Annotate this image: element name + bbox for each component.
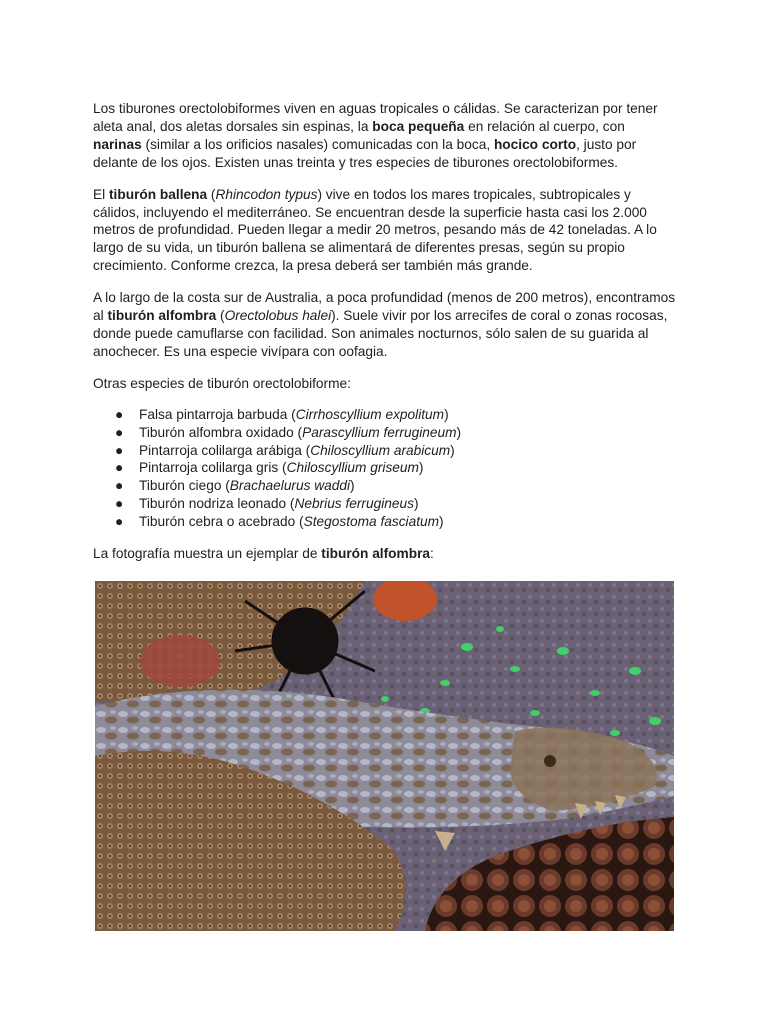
text-run: ( bbox=[207, 186, 216, 202]
species-common-name: Pintarroja colilarga arábiga ( bbox=[139, 442, 311, 458]
list-item bbox=[93, 442, 677, 460]
list-item bbox=[93, 424, 677, 442]
text-run: La fotografía muestra un ejemplar de bbox=[93, 546, 322, 562]
scientific-name: Orectolobus halei bbox=[224, 308, 332, 324]
bullet-icon: ● bbox=[115, 514, 124, 530]
text-run: ) bbox=[444, 406, 449, 422]
species-common-name: Falsa pintarroja barbuda ( bbox=[139, 406, 296, 422]
scientific-name: Rhincodon typus bbox=[215, 186, 318, 202]
bullet-icon: ● bbox=[115, 424, 124, 440]
paragraph-whale-shark bbox=[93, 186, 677, 276]
list-item bbox=[93, 459, 677, 477]
scientific-name: Chiloscyllium griseum bbox=[286, 460, 419, 476]
bullet-icon: ● bbox=[115, 442, 124, 458]
text-run: : bbox=[430, 546, 434, 562]
paragraph-other-species: Otras especies de tiburón orectolobiforme: bbox=[93, 375, 351, 391]
list-item bbox=[93, 513, 677, 531]
paragraph-photo-caption bbox=[93, 545, 677, 563]
scientific-name: Chiloscyllium arabicum bbox=[310, 442, 451, 458]
bold-term: narinas bbox=[93, 136, 142, 152]
text-run: ( bbox=[216, 308, 225, 324]
text-run: ) bbox=[413, 496, 419, 512]
list-item bbox=[93, 406, 677, 424]
bullet-icon: ● bbox=[115, 496, 124, 512]
text-run: A lo largo de la costa sur de Australia, a poca profundidad (menos de 200 metros), encontramos al bbox=[93, 290, 676, 324]
bold-term: tiburón ballena bbox=[108, 186, 208, 202]
species-common-name: Pintarroja colilarga gris ( bbox=[139, 460, 287, 476]
text-run: El bbox=[93, 186, 109, 202]
paragraph-intro bbox=[93, 100, 677, 172]
red-sponge bbox=[140, 635, 220, 687]
scientific-name: Parascyllium ferrugineum bbox=[302, 424, 457, 440]
bullet-icon: ● bbox=[115, 478, 124, 494]
paragraph-carpet-shark bbox=[93, 289, 677, 361]
species-common-name: Tiburón ciego ( bbox=[139, 478, 230, 494]
scientific-name: Cirrhoscyllium expolitum bbox=[295, 406, 445, 422]
text-run: ) bbox=[418, 460, 424, 476]
species-common-name: Tiburón alfombra oxidado ( bbox=[139, 424, 303, 440]
text-run: Los tiburones orectolobiformes viven en aguas tropicales o cálidas. Se caracterizan por tener aleta anal, dos aletas dorsales sin espinas, la bbox=[93, 101, 658, 134]
text-run: , justo por delante de los ojos. Existen unas treinta y tres especies de tiburones orectolobiformes. bbox=[93, 136, 637, 170]
scientific-name: Brachaelurus waddi bbox=[229, 478, 351, 494]
bold-term: hocico corto bbox=[493, 136, 577, 152]
carpet-shark-illustration bbox=[95, 581, 674, 931]
bullet-icon: ● bbox=[115, 406, 124, 422]
bullet-icon: ● bbox=[115, 460, 124, 476]
text-run: ) bbox=[439, 514, 444, 530]
document-page bbox=[93, 100, 677, 563]
species-list bbox=[93, 406, 677, 531]
species-common-name: Tiburón nodriza leonado ( bbox=[139, 496, 295, 512]
list-item bbox=[93, 495, 677, 513]
list-item bbox=[93, 477, 677, 495]
scientific-name: Nebrius ferrugineus bbox=[294, 496, 414, 512]
carpet-shark-photo bbox=[95, 581, 674, 931]
text-run: ) bbox=[456, 424, 462, 440]
bold-term: tiburón alfombra bbox=[107, 308, 217, 324]
text-run: ) bbox=[450, 442, 455, 458]
text-run: (similar a los orificios nasales) comunicadas con la boca, bbox=[141, 136, 494, 152]
bold-term: tiburón alfombra bbox=[321, 546, 431, 562]
shark-eye bbox=[544, 755, 556, 767]
bold-term: boca pequeña bbox=[372, 118, 465, 134]
text-run: ). Suele vivir por los arrecifes de coral o zonas rocosas, donde puede camuflarse con facilidad. Son animales nocturnos, sólo salen de su guarida al anochecer. Es una especie vivípara con oofagia. bbox=[93, 308, 668, 359]
text-run: en relación al cuerpo, con bbox=[464, 118, 625, 134]
species-common-name: Tiburón cebra o acebrado ( bbox=[139, 514, 304, 530]
scientific-name: Stegostoma fasciatum bbox=[303, 514, 440, 530]
text-run: ) vive en todos los mares tropicales, subtropicales y cálidos, incluyendo el mediterráneo. Se encuentran desde la superficie hasta casi los 2.000 metros de profundidad. Pueden llegar a medir 20 metros, pesando más de 42 toneladas. A lo largo de su vida, un tiburón ballena se alimentará de diferentes presas, según su propio crecimiento. Conforme crezca, la presa deberá ser también más grande. bbox=[93, 186, 657, 274]
text-run: ) bbox=[350, 478, 355, 494]
